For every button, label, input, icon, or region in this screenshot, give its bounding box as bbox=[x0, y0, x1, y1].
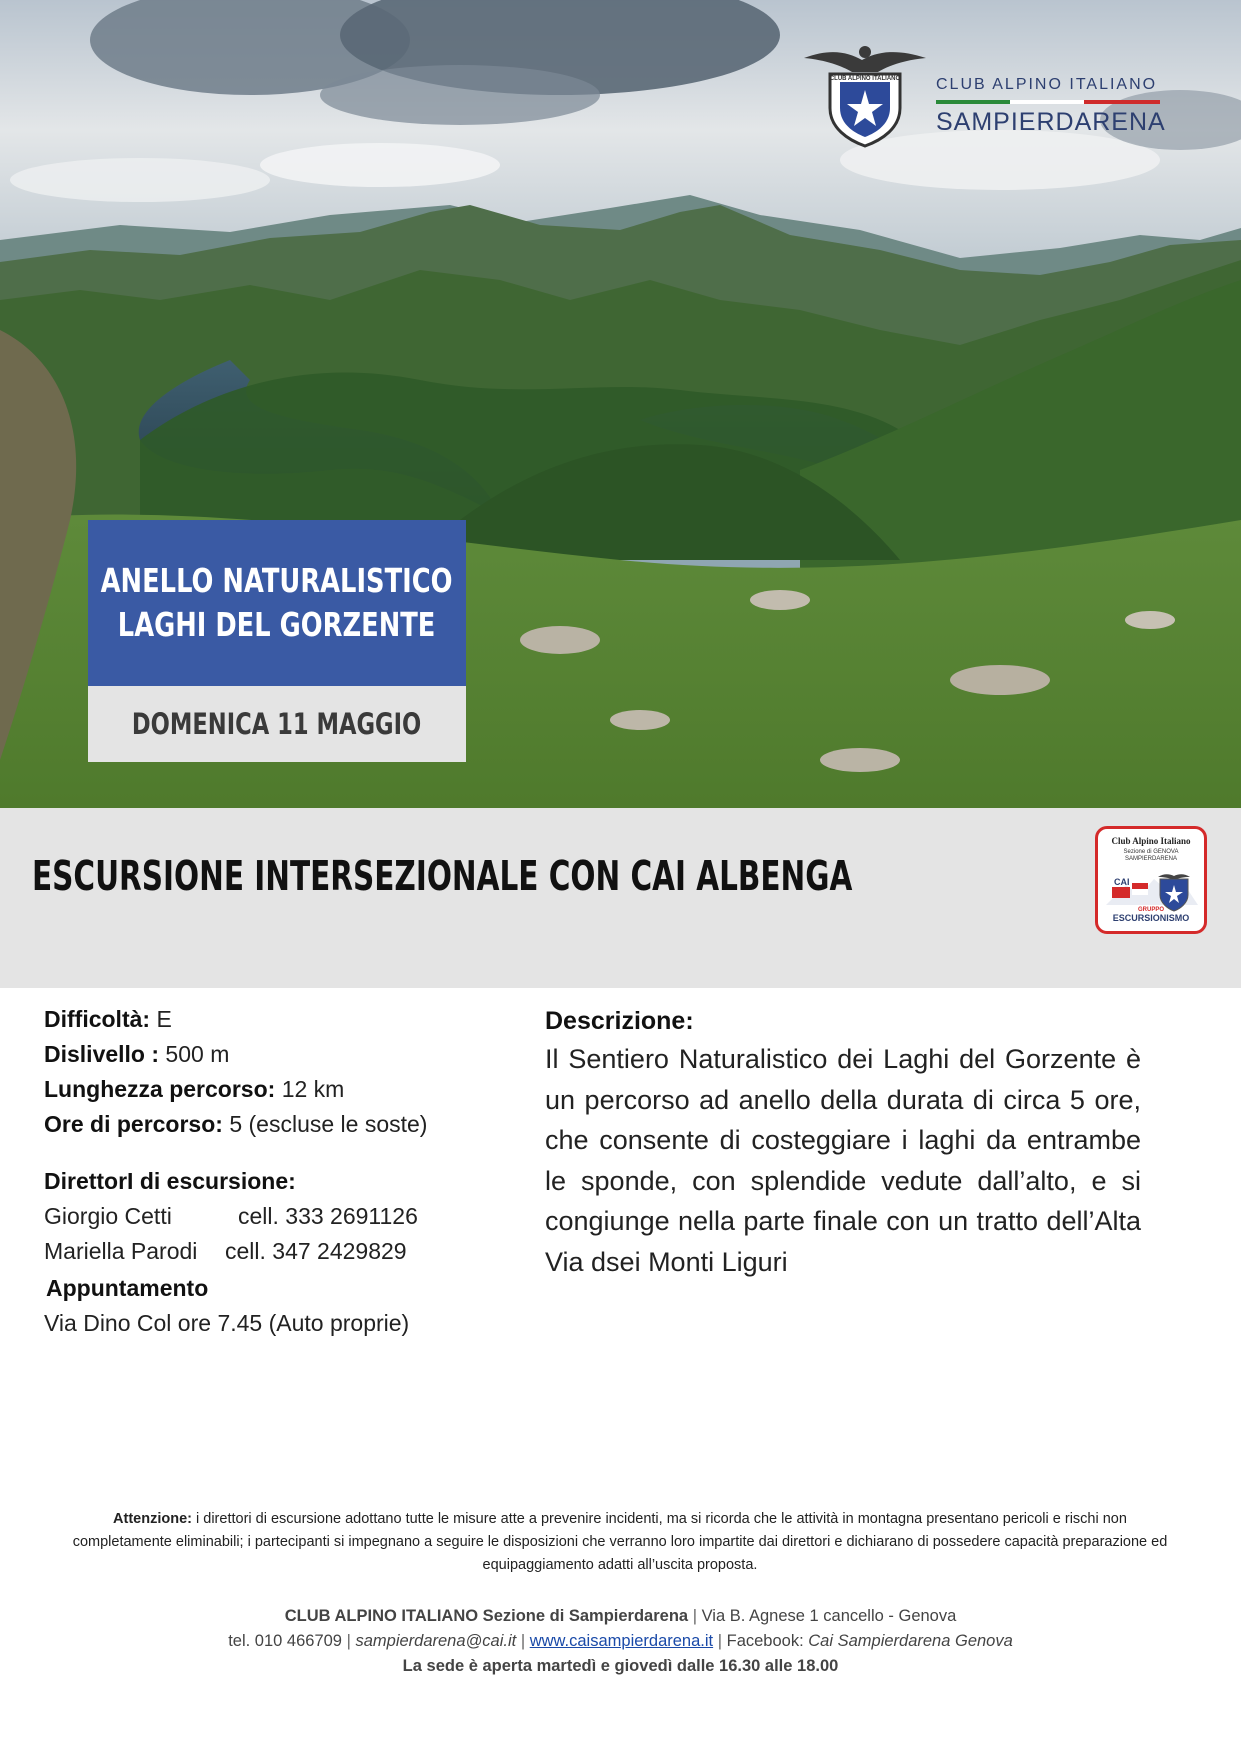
logo-org-top: CLUB ALPINO ITALIANO bbox=[936, 76, 1158, 93]
hours-value: 5 (escluse le soste) bbox=[222, 1111, 428, 1137]
difficulty-label: Difficoltà: bbox=[44, 1006, 151, 1032]
footer-line2: tel. 010 466709 | sampierdarena@cai.it | www.caisampierdarena.it | Facebook: Cai Sampierdarena Genova bbox=[228, 1632, 1013, 1650]
escursionismo-badge bbox=[1095, 826, 1207, 934]
footer-address: Via B. Agnese 1 cancello - Genova bbox=[701, 1607, 957, 1625]
hours-label: Ore di percorso: bbox=[44, 1111, 223, 1137]
footer-line3 bbox=[0, 1654, 1241, 1679]
difficulty-row bbox=[44, 1002, 484, 1037]
badge-line2a: Sezione di GENOVA bbox=[1123, 849, 1179, 855]
logo-tricolor-rule bbox=[936, 100, 1160, 104]
footer-tel: tel. 010 466709 bbox=[228, 1632, 342, 1650]
description-heading: Descrizione: bbox=[545, 1007, 694, 1035]
footer-facebook-label: Facebook: bbox=[726, 1632, 804, 1650]
director-phone: cell. 347 2429829 bbox=[225, 1238, 407, 1264]
badge-line3a: GRUPPO bbox=[1137, 907, 1164, 913]
description-section bbox=[545, 1003, 1141, 1282]
director-name: Mariella Parodi bbox=[44, 1238, 198, 1264]
event-title-box bbox=[88, 520, 466, 686]
event-title-line2: LAGHI DEL GORZENTE bbox=[118, 605, 436, 644]
elevation-label: Dislivello : bbox=[44, 1041, 160, 1067]
eagle-emblem-icon bbox=[800, 38, 930, 148]
length-label: Lunghezza percorso: bbox=[44, 1076, 276, 1102]
director-name: Giorgio Cetti bbox=[44, 1203, 172, 1229]
page-footer bbox=[0, 1604, 1241, 1679]
footer-line1: CLUB ALPINO ITALIANO Sezione di Sampierdarena | Via B. Agnese 1 cancello - Genova bbox=[284, 1607, 957, 1625]
safety-notice bbox=[62, 1508, 1178, 1577]
length-value: 12 km bbox=[275, 1076, 345, 1102]
badge-line3 bbox=[1098, 907, 1204, 923]
footer-org: CLUB ALPINO ITALIANO Sezione di Sampierdarena bbox=[284, 1607, 689, 1625]
hours-row bbox=[44, 1107, 484, 1142]
badge-line1: Club Alpino Italiano bbox=[1111, 836, 1191, 846]
hero-image bbox=[0, 0, 1241, 808]
badge-mark: CAI bbox=[1114, 877, 1130, 887]
badge-line2b: SAMPIERDARENA bbox=[1124, 856, 1177, 862]
cai-logo bbox=[800, 38, 1170, 148]
emblem-text: CLUB ALPINO ITALIANO bbox=[829, 76, 901, 82]
footer-facebook-value: Cai Sampierdarena Genova bbox=[808, 1632, 1013, 1650]
director-row bbox=[44, 1234, 484, 1269]
footer-website-link[interactable]: www.caisampierdarena.it bbox=[529, 1632, 714, 1650]
director-phone: cell. 333 2691126 bbox=[238, 1203, 418, 1229]
event-date-box bbox=[88, 686, 466, 762]
directors-heading: DirettorI di escursione: bbox=[44, 1168, 296, 1194]
badge-line3b: ESCURSIONISMO bbox=[1112, 913, 1190, 923]
logo-org-name: SAMPIERDARENA bbox=[936, 108, 1166, 136]
footer-hours: La sede è aperta martedì e giovedì dalle 16.30 alle 18.00 bbox=[402, 1657, 839, 1675]
notice-label: Attenzione: bbox=[113, 1511, 192, 1527]
elevation-row bbox=[44, 1037, 484, 1072]
meeting-heading: Appuntamento bbox=[46, 1275, 209, 1301]
badge-line2 bbox=[1098, 849, 1204, 863]
elevation-value: 500 m bbox=[159, 1041, 230, 1067]
event-details bbox=[44, 1002, 484, 1341]
meeting-text: Via Dino Col ore 7.45 (Auto proprie) bbox=[44, 1310, 410, 1336]
length-row bbox=[44, 1072, 484, 1107]
subtitle-band bbox=[0, 808, 1241, 988]
director-row bbox=[44, 1199, 484, 1234]
event-date: DOMENICA 11 MAGGIO bbox=[132, 707, 422, 741]
difficulty-value: E bbox=[150, 1006, 172, 1032]
notice-text: i direttori di escursione adottano tutte le misure atte a prevenire incidenti, ma si ricorda che le attività in montagna presentano pericoli e rischi non completamente eliminabili; i partecipanti si impegnano a seguire le disposizioni che verranno loro impartite dai direttori e dichiarano di possedere capacità preparazione ed equipaggiamento adatti all’uscita proposta. bbox=[72, 1511, 1168, 1573]
event-title-line1: ANELLO NATURALISTICO bbox=[101, 561, 453, 600]
description-text: Il Sentiero Naturalistico dei Laghi del Gorzente è un percorso ad anello della durata di circa 5 ore, che consente di costeggiare i laghi da entrambe le sponde, con splendide vedute dall’alto, e si congiunge nella parte finale con un tratto dell’Alta Via dsei Monti Liguri bbox=[545, 1044, 1141, 1277]
footer-email[interactable]: sampierdarena@cai.it bbox=[355, 1632, 517, 1650]
event-subtitle: ESCURSIONE INTERSEZIONALE CON CAI ALBENGA bbox=[32, 852, 853, 900]
